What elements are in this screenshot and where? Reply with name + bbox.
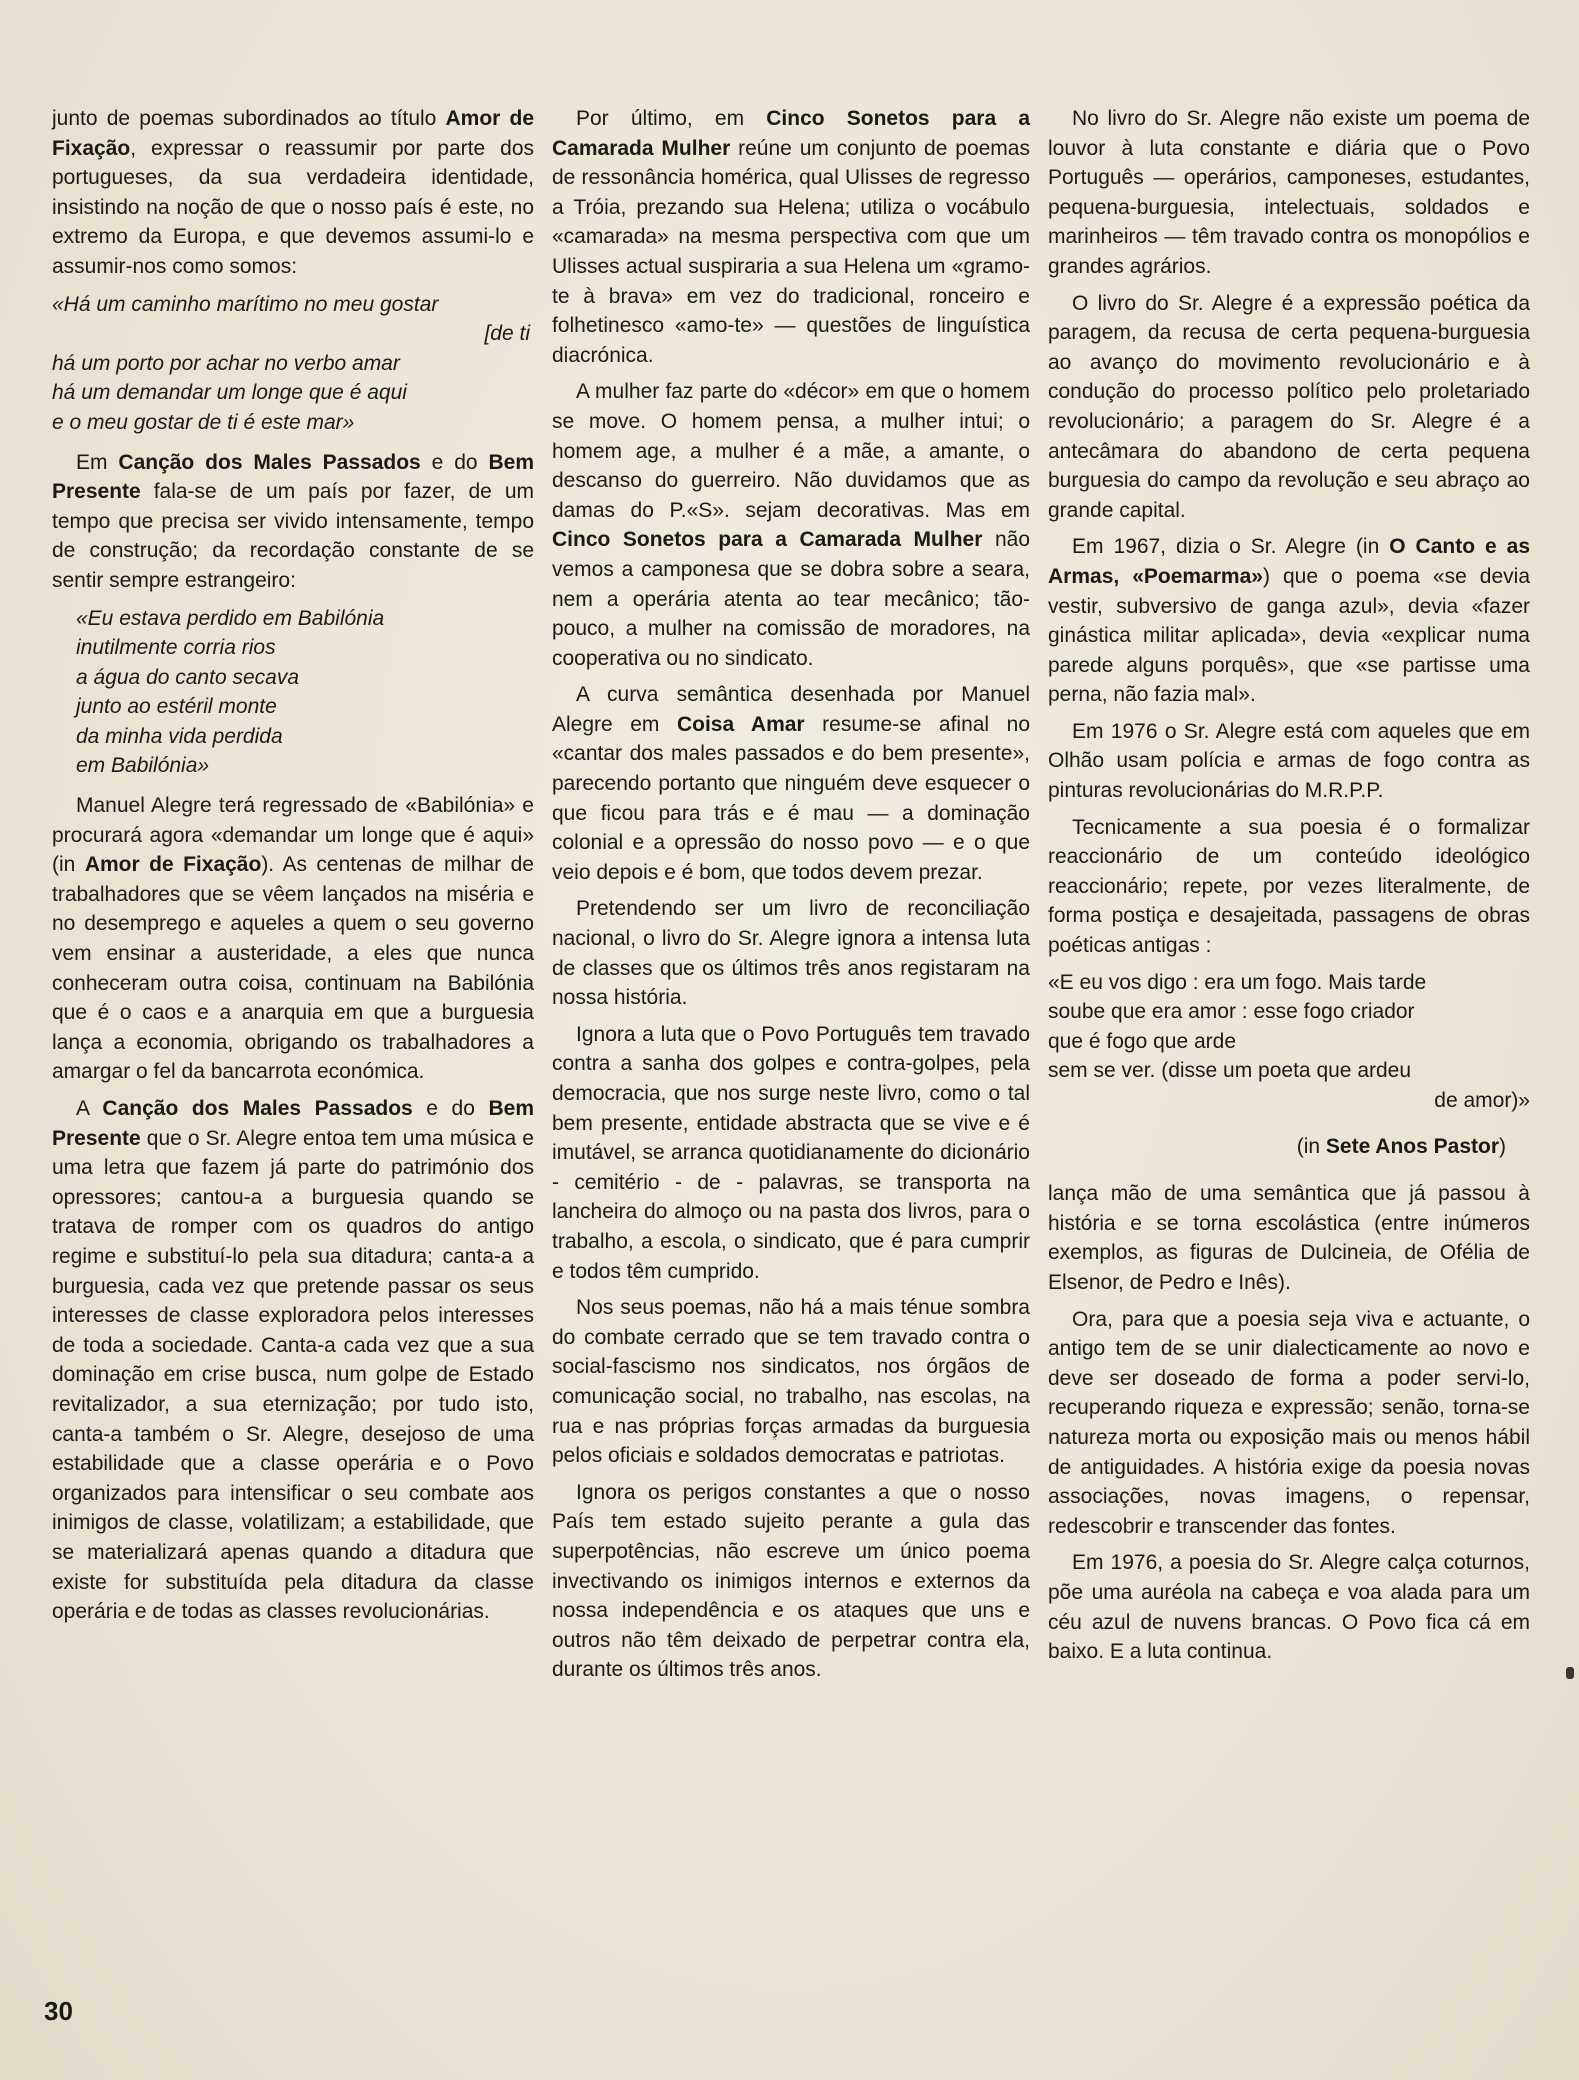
margin-mark <box>1566 1667 1574 1679</box>
poem-quote: «E eu vos digo : era um fogo. Mais tarde soube que era amor : esse fogo criador que é fogo que arde sem se ver. (disse um poeta que ardeu de amor)» <box>1048 970 1530 1112</box>
paragraph: Pretendendo ser um livro de reconciliação nacional, o livro do Sr. Alegre ignora a intensa luta de classes que os últimos três anos registaram na nossa história. <box>552 897 1030 1010</box>
paragraph: Ignora a luta que o Povo Português tem travado contra a sanha dos golpes e contra-golpes, pela democracia, que nos surge neste livro, como o tal bem presente, entidade abstracta que se vive e é imutável, se arranca quotidianamente do dicionário - cemitério - de - palavras, se transporta na lancheira do almoço ou na pasta dos livros, para o trabalho, a escola, o sindicato, que é para cumprir e todos têm cumprido. <box>552 1022 1030 1283</box>
paragraph: O livro do Sr. Alegre é a expressão poética da paragem, da recusa de certa pequena-burguesia ao avanço do movimento revolucionário e à condução do processo político pelo proletariado revolucionário; a paragem do Sr. Alegre é a antecâmara do abandono de certa pequena burguesia do campo da revolução e seu abraço ao grande capital. <box>1048 291 1530 522</box>
paragraph: lança mão de uma semântica que já passou à história e se torna escolástica (entre inúmeros exemplos, as figuras de Dulcineia, de Ofélia de Elsenor, de Pedro e Inês). <box>1048 1182 1530 1294</box>
page-number: 30 <box>44 1996 73 2026</box>
citation: (in Sete Anos Pastor) <box>1296 1134 1506 1158</box>
text-column-middle <box>552 104 1030 1692</box>
paragraph: No livro do Sr. Alegre não existe um poema de louvor à luta constante e diária que o Povo Português — operários, camponeses, estudantes, pequena-burguesia, intelectuais, soldados e marinheiros — têm travado contra os monopólios e grandes agrários. <box>1048 107 1530 278</box>
paragraph: Por último, em Cinco Sonetos para a Camarada Mulher reúne um conjunto de poemas de ressonância homérica, qual Ulisses de regresso a Tróia, prezando sua Helena; utiliza o vocábulo «camarada» na mesma perspectiva com que um Ulisses actual suspiraria a sua Helena um «gramo-te à brava» em vez do tradicional, ronceiro e folhetinesco «amo-te» — questões de linguística diacrónica. <box>552 107 1030 367</box>
paragraph: Tecnicamente a sua poesia é o formalizar reaccionário de um conteúdo ideológico reaccionário; repete, por vezes literalmente, de forma postiça e desajeitada, passagens de obras poéticas antigas : <box>1048 815 1530 958</box>
poem-quote: «Há um caminho marítimo no meu gostar [de ti há um porto por achar no verbo amar há um demandar um longe que é aqui e o meu gostar de ti é este mar» <box>52 292 530 434</box>
paragraph: Nos seus poemas, não há a mais ténue sombra do combate cerrado que se tem travado contra o social-fascismo nos sindicatos, nos órgãos de comunicação social, no trabalho, nas escolas, na rua e nas próprias forças armadas da burguesia pelos oficiais e soldados democratas e patriotas. <box>552 1296 1030 1468</box>
paragraph: Em 1976, a poesia do Sr. Alegre calça coturnos, põe uma auréola na cabeça e voa alada para um céu azul de nuvens brancas. O Povo fica cá em baixo. E a luta continua. <box>1048 1551 1530 1664</box>
paragraph: A Canção dos Males Passados e do Bem Presente que o Sr. Alegre entoa tem uma música e uma letra que fazem já parte do património dos opressores; cantou-a a burguesia quando se tratava de romper com os quadros do antigo regime e substituí-lo pela sua ditadura; canta-a a burguesia, cada vez que pretende passar os seus interesses de classe exploradora pelos interesses de toda a sociedade. Canta-a cada vez que a sua dominação em crise busca, num golpe de Estado revitalizador, a sua eternização; por tudo isto, canta-a também o Sr. Alegre, desejoso de uma estabilidade que a classe operária e o Povo organizados para intensificar o seu combate aos inimigos de classe, volatilizam; a estabilidade, que se materializará apenas quando a ditadura que existe for substituída pela ditadura da classe operária e de todas as classes revolucionárias. <box>52 1097 534 1624</box>
paragraph: A curva semântica desenhada por Manuel Alegre em Coisa Amar resume-se afinal no «cantar dos males passados e do bem presente», parecendo portanto que ninguém deve esquecer o que ficou para trás e é mau — a dominação colonial e a opressão do nosso povo — e o que veio depois e é bom, que todos devem prezar. <box>552 683 1030 884</box>
paragraph: Ora, para que a poesia seja viva e actuante, o antigo tem de se unir dialecticamente ao novo e deve ser doseado de forma a poder servi-lo, recuperando riqueza e expressão; senão, torna-se natureza morta ou exposição mais ou menos hábil de antiguidades. A história exige da poesia novas associações, novas imagens, o repensar, redescobrir e transcender das fontes. <box>1048 1307 1530 1538</box>
paragraph: Ignora os perigos constantes a que o nosso País tem estado sujeito perante a gula das superpotências, não escreve um único poema invectivando os inimigos internos e externos da nossa independência e os ataques que uns e outros não têm deixado de perpetrar contra ela, durante os últimos três anos. <box>552 1480 1030 1682</box>
paragraph: junto de poemas subordinados ao título Amor de Fixação, expressar o reassumir por parte dos portugueses, da sua verdadeira identidade, insistindo na noção de que o nosso país é este, no extremo da Europa, e que devemos assumi-lo e assumir-nos como somos: <box>52 107 534 278</box>
paragraph: Em 1976 o Sr. Alegre está com aqueles que em Olhão usam polícia e armas de fogo contra as pinturas revolucionárias do M.R.P.P. <box>1048 719 1530 803</box>
paragraph: Em 1967, dizia o Sr. Alegre (in O Canto e as Armas, «Poemarma») que o poema «se devia vestir, subversivo de ganga azul», devia «fazer ginástica militar aplicada», devia «explicar numa parede alguns porquês», que «se partisse uma perna, não fazia mal». <box>1048 535 1530 707</box>
paragraph: Manuel Alegre terá regressado de «Babilónia» e procurará agora «demandar um longe que é aqui» (in Amor de Fixação). As centenas de milhar de trabalhadores que se vêem lançados na miséria e no desemprego e aqueles a quem o seu governo vem ensinar a austeridade, a eles que nunca conheceram outra coisa, continuam na Babilónia que é o caos e a anarquia em que a burguesia lança a economia, obrigando os trabalhadores a amargar o fel da bancarrota económica. <box>52 794 534 1084</box>
text-column-left <box>52 104 534 1634</box>
text-column-right <box>1048 104 1530 1674</box>
book-title: Amor de Fixação <box>52 107 534 160</box>
poem-quote: «Eu estava perdido em Babilónia inutilmente corria rios a água do canto secava junto ao estéril monte da minha vida perdida em Babilónia» <box>76 606 385 778</box>
paragraph: A mulher faz parte do «décor» em que o homem se move. O homem pensa, a mulher intui; o homem age, a mulher é a mãe, a amante, o descanso do guerreiro. Não duvidamos que as damas do P.«S». sejam decorativas. Mas em Cinco Sonetos para a Camarada Mulher não vemos a camponesa que se dobra sobre a seara, nem a operária atenta ao tear mecânico; tão-pouco, a mulher na comissão de moradores, na cooperativa ou no sindicato. <box>552 380 1031 670</box>
paragraph: Em Canção dos Males Passados e do Bem Presente fala-se de um país por fazer, de um tempo que precisa ser vivido intensamente, tempo de construção; da recordação constante de se sentir sempre estrangeiro: <box>52 450 535 592</box>
